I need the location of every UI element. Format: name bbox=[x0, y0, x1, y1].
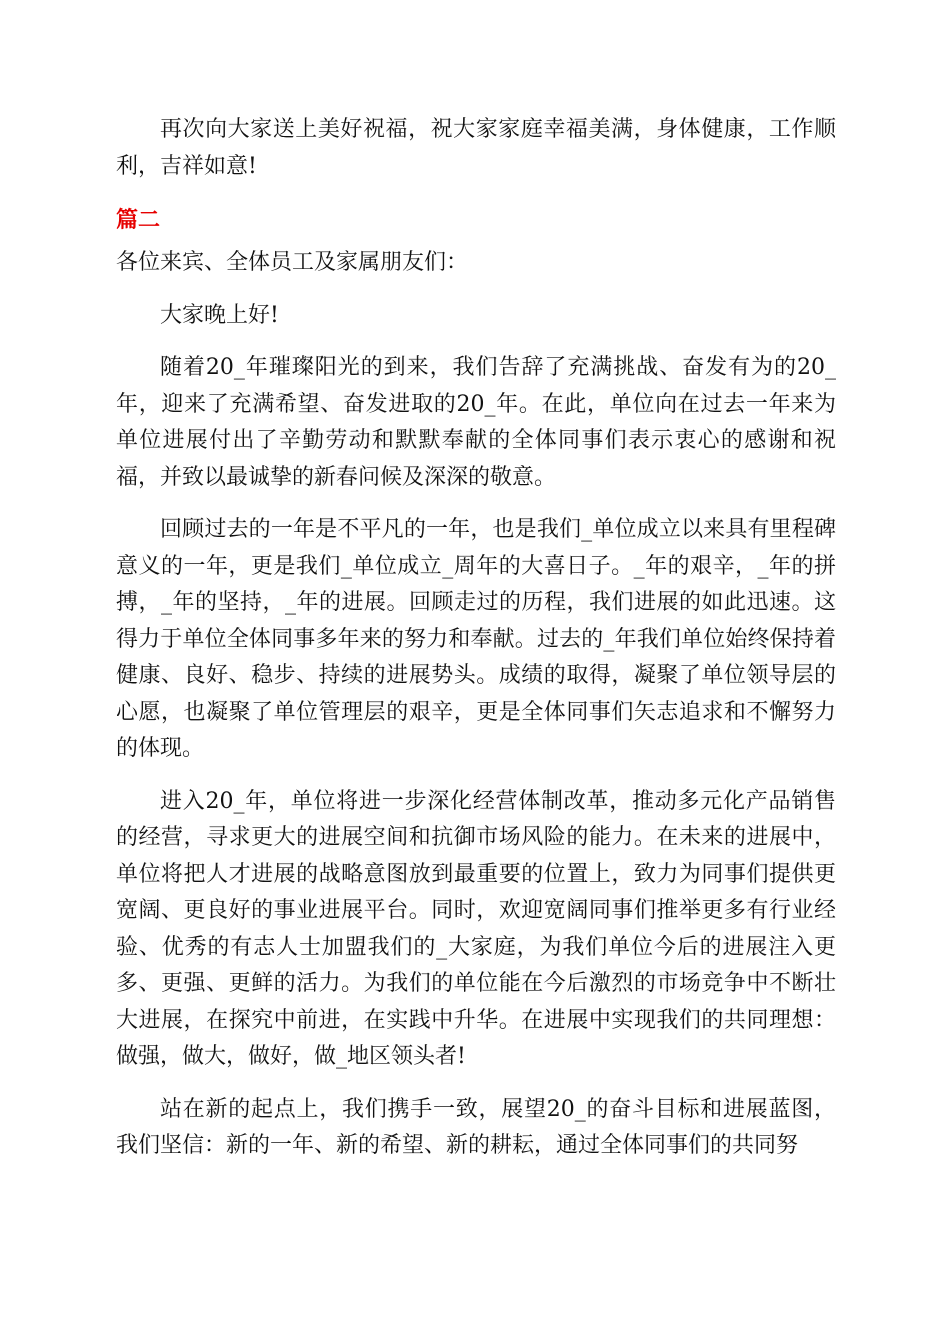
body-paragraph: 进入20_年，单位将进一步深化经营体制改革，推动多元化产品销售的经营，寻求更大的进展空间和抗御市场风险的能力。在未来的进展中，单位将把人才进展的战略意图放到最重要的位置上，致力为同事们提供更宽阔、更良好的事业进展平台。同时，欢迎宽阔同事们推举更多有行业经验、优秀的有志人士加盟我们的_大家庭，为我们单位今后的进展注入更多、更强、更鲜的活力。为我们的单位能在今后激烈的市场竞争中不断壮大进展，在探究中前进，在实践中升华。在进展中实现我们的共同理想：做强，做大，做好，做_地区领头者! bbox=[116, 788, 836, 1069]
closing-wishes-paragraph: 再次向大家送上美好祝福，祝大家家庭幸福美满，身体健康，工作顺利，吉祥如意! bbox=[116, 117, 836, 179]
document-body bbox=[116, 112, 836, 1181]
salutation: 各位来宾、全体员工及家属朋友们： bbox=[116, 250, 469, 275]
body-paragraph: 回顾过去的一年是不平凡的一年，也是我们_单位成立以来具有里程碑意义的一年，更是我们_单位成立_周年的大喜日子。_年的艰辛，_年的拼搏，_年的坚持，_年的进展。回顾走过的历程，我们进展的如此迅速。这得力于单位全体同事多年来的努力和奉献。过去的_年我们单位始终保持着健康、良好、稳步、持续的进展势头。成绩的取得，凝聚了单位领导层的心愿，也凝聚了单位管理层的艰辛，更是全体同事们矢志追求和不懈努力的体现。 bbox=[116, 517, 836, 761]
section-heading: 篇二 bbox=[116, 208, 161, 233]
body-paragraph: 站在新的起点上，我们携手一致，展望20_的奋斗目标和进展蓝图，我们坚信：新的一年、新的希望、新的耕耘，通过全体同事们的共同努 bbox=[116, 1096, 836, 1158]
body-paragraph: 随着20_年璀璨阳光的到来，我们告辞了充满挑战、奋发有为的20_年，迎来了充满希望、奋发进取的20_年。在此，单位向在过去一年来为单位进展付出了辛勤劳动和默默奉献的全体同事们表示衷心的感谢和祝福，并致以最诚挚的新春问候及深深的敬意。 bbox=[116, 355, 836, 490]
greeting: 大家晚上好! bbox=[160, 302, 279, 328]
